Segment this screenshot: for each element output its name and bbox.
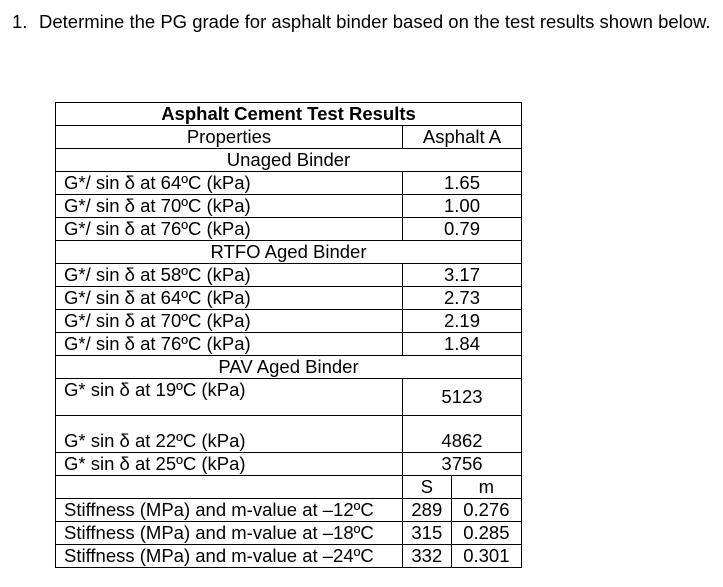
table-row: [56, 172, 522, 195]
table-row: [56, 310, 522, 333]
section-rtfo: RTFO Aged Binder: [56, 241, 522, 264]
row-label: Stiffness (MPa) and m-value at –24ºC: [56, 545, 403, 568]
row-label: G*/ sin δ at 70ºC (kPa): [56, 310, 403, 333]
test-results-table: [55, 102, 522, 568]
row-value: 1.84: [403, 333, 522, 356]
row-value: 0.79: [403, 218, 522, 241]
stiffness-value: 289: [403, 499, 452, 522]
stiffness-header-m: m: [451, 476, 521, 499]
title-row: [56, 103, 522, 126]
row-label: Stiffness (MPa) and m-value at –12ºC: [56, 499, 403, 522]
row-label: G*/ sin δ at 76ºC (kPa): [56, 218, 403, 241]
row-label: G* sin δ at 19ºC (kPa): [56, 379, 403, 416]
header-properties: Properties: [56, 126, 403, 149]
section-row: [56, 356, 522, 379]
header-asphalt: Asphalt A: [403, 126, 522, 149]
row-label: G* sin δ at 22ºC (kPa): [56, 416, 403, 453]
table-row: [56, 195, 522, 218]
section-row: [56, 149, 522, 172]
table-row: [56, 499, 522, 522]
question-text: Determine the PG grade for asphalt binder based on the test results shown below.: [39, 11, 711, 32]
table-row: [56, 333, 522, 356]
row-value: 2.73: [403, 287, 522, 310]
row-label: G* sin δ at 25ºC (kPa): [56, 453, 403, 476]
table-row: [56, 545, 522, 568]
table-row: [56, 416, 522, 453]
row-value: 4862: [403, 416, 522, 453]
section-unaged: Unaged Binder: [56, 149, 522, 172]
table-row: [56, 218, 522, 241]
section-row: [56, 241, 522, 264]
stiffness-header-s: S: [403, 476, 452, 499]
question-number: 1.: [12, 11, 28, 32]
table-row: [56, 264, 522, 287]
header-row: [56, 126, 522, 149]
row-label: G*/ sin δ at 70ºC (kPa): [56, 195, 403, 218]
row-value: 3756: [403, 453, 522, 476]
stiffness-header-row: [56, 476, 522, 499]
stiffness-value: 332: [403, 545, 452, 568]
row-label: G*/ sin δ at 64ºC (kPa): [56, 287, 403, 310]
table-title: Asphalt Cement Test Results: [56, 103, 522, 126]
row-label: G*/ sin δ at 64ºC (kPa): [56, 172, 403, 195]
table-row: [56, 453, 522, 476]
table-row: [56, 287, 522, 310]
row-value: 5123: [403, 379, 522, 416]
table-row: [56, 379, 522, 416]
row-label: Stiffness (MPa) and m-value at –18ºC: [56, 522, 403, 545]
m-value: 0.285: [451, 522, 521, 545]
m-value: 0.276: [451, 499, 521, 522]
row-value: 1.65: [403, 172, 522, 195]
table-row: [56, 522, 522, 545]
stiffness-value: 315: [403, 522, 452, 545]
row-value: 1.00: [403, 195, 522, 218]
row-value: 3.17: [403, 264, 522, 287]
section-pav: PAV Aged Binder: [56, 356, 522, 379]
row-label: G*/ sin δ at 58ºC (kPa): [56, 264, 403, 287]
m-value: 0.301: [451, 545, 521, 568]
row-label: G*/ sin δ at 76ºC (kPa): [56, 333, 403, 356]
row-value: 2.19: [403, 310, 522, 333]
stiffness-header-blank: [56, 476, 403, 499]
